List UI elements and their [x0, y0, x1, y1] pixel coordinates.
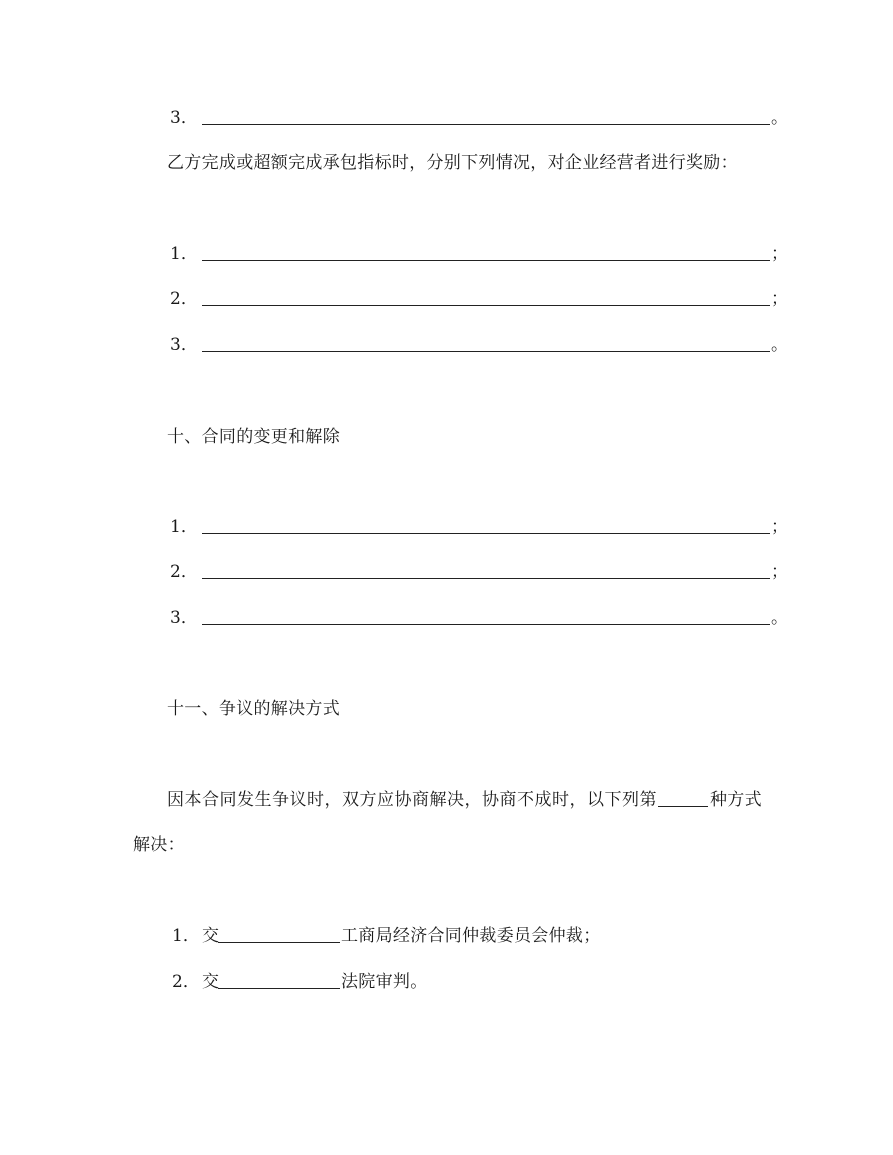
option-number: 1．: [172, 926, 200, 946]
option-prefix: 交: [202, 972, 219, 992]
item-end-punctuation: ；: [771, 289, 788, 309]
item-number: 3．: [170, 108, 198, 128]
section-10-item-1: [0, 515, 893, 539]
item-end-punctuation: 。: [771, 108, 788, 128]
fill-in-blank: [202, 606, 770, 625]
item-number: 3．: [170, 608, 198, 628]
fill-in-blank: [202, 333, 770, 352]
item-end-punctuation: ；: [771, 562, 788, 582]
option-prefix: 交: [202, 926, 219, 946]
dispute-text-continued: 解决：: [133, 835, 185, 855]
dispute-text-before-blank: 因本合同发生争议时，双方应协商解决，协商不成时，以下列第: [167, 790, 657, 810]
dispute-resolution-paragraph: [0, 788, 893, 812]
fill-in-blank: [202, 560, 770, 579]
reward-intro-paragraph: [0, 151, 893, 175]
section-10-item-3: [0, 606, 893, 630]
reward-item-1: [0, 242, 893, 266]
item-end-punctuation: 。: [771, 335, 788, 355]
fill-in-blank: [202, 106, 770, 125]
resolution-option-1: [0, 924, 893, 948]
item-number: 1．: [170, 517, 198, 537]
fill-in-blank: [202, 287, 770, 306]
dispute-resolution-paragraph-continued: [0, 833, 893, 857]
section-11-heading: 十一、争议的解决方式: [167, 699, 340, 719]
item-number: 2．: [170, 289, 198, 309]
resolution-option-2: [0, 970, 893, 994]
fill-in-blank: [202, 515, 770, 534]
item-number: 1．: [170, 244, 198, 264]
section-10-item-2: [0, 560, 893, 584]
reward-item-2: [0, 287, 893, 311]
arbitration-location-blank: [218, 924, 340, 943]
method-number-blank: [658, 788, 708, 807]
reward-intro-text: 乙方完成或超额完成承包指标时，分别下列情况，对企业经营者进行奖励：: [167, 153, 738, 173]
item-end-punctuation: 。: [771, 608, 788, 628]
section-11-heading-row: [0, 697, 893, 721]
option-number: 2．: [172, 972, 200, 992]
option-suffix: 法院审判。: [341, 972, 428, 992]
carryover-item-3: [0, 106, 893, 130]
section-10-heading-row: [0, 425, 893, 449]
fill-in-blank: [202, 242, 770, 261]
section-10-heading: 十、合同的变更和解除: [167, 427, 340, 447]
item-number: 2．: [170, 562, 198, 582]
reward-item-3: [0, 333, 893, 357]
item-end-punctuation: ；: [771, 244, 788, 264]
option-suffix: 工商局经济合同仲裁委员会仲裁；: [341, 926, 601, 946]
item-end-punctuation: ；: [771, 517, 788, 537]
dispute-text-after-blank: 种方式: [710, 790, 762, 810]
court-location-blank: [218, 970, 340, 989]
item-number: 3．: [170, 335, 198, 355]
